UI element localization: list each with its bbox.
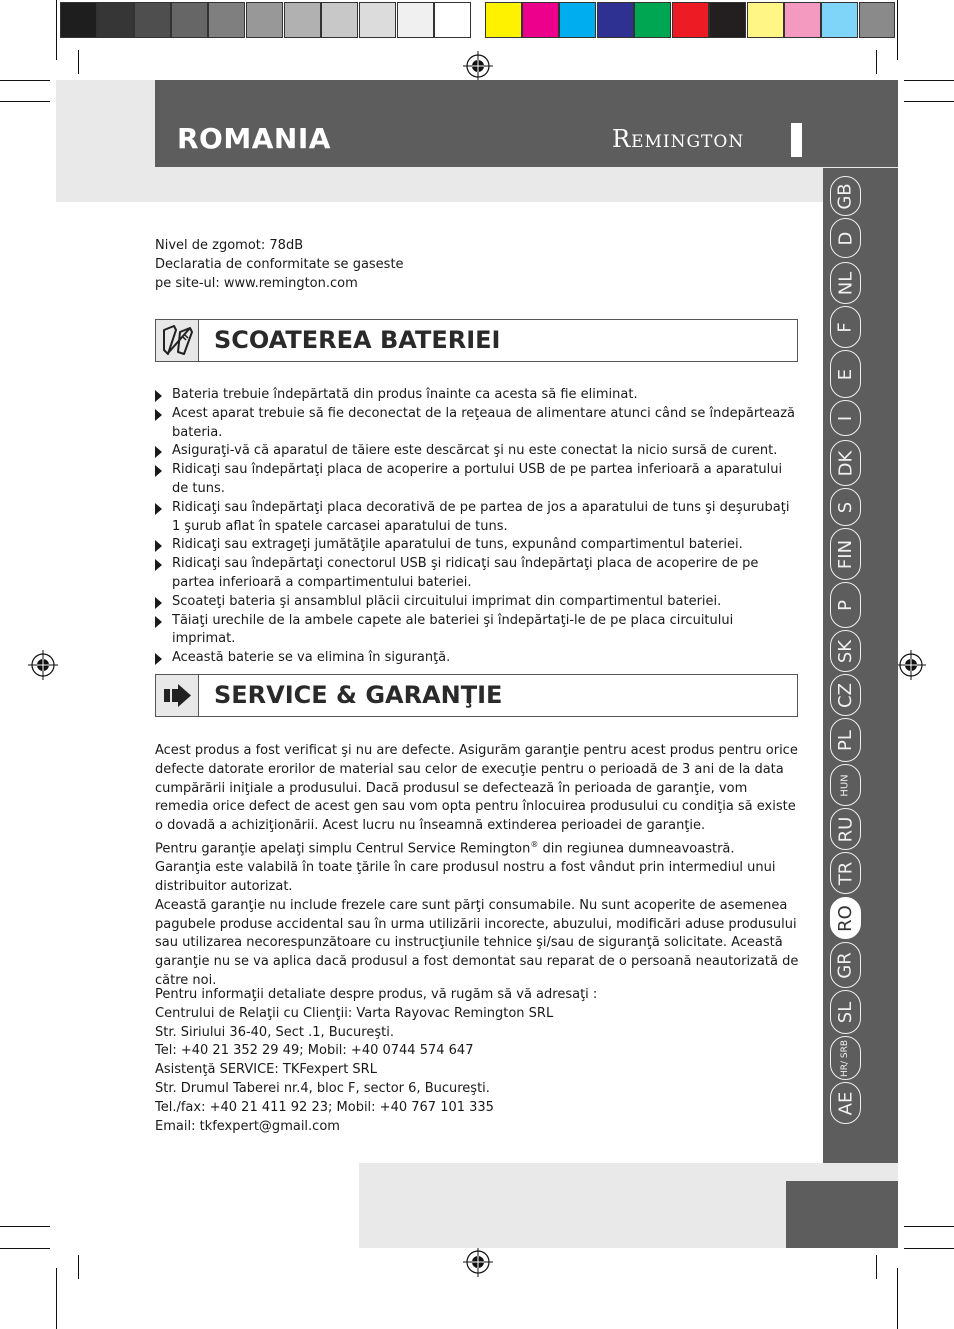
color-swatch bbox=[284, 2, 321, 38]
tab-label: GR bbox=[835, 951, 856, 979]
battery-removal-icon bbox=[156, 320, 199, 361]
brand-name: Remington bbox=[612, 125, 745, 153]
tab-lang-pl[interactable] bbox=[830, 718, 861, 762]
color-swatch bbox=[784, 2, 821, 38]
warranty-contact-text: Pentru garanţie apelaţi simplu Centrul Service Remington bbox=[155, 841, 531, 857]
tab-label: D bbox=[835, 231, 856, 245]
tab-label: TR bbox=[834, 861, 856, 885]
color-swatch bbox=[321, 2, 358, 38]
list-item-text: Ridicaţi sau îndepărtaţi placa decorativă de pe partea de jos a aparatului de tuns şi deşurubaţi 1 şurub aflat în spatele carcasei aparatului de tuns. bbox=[172, 499, 790, 534]
section-header-service bbox=[155, 674, 798, 717]
brand-logo bbox=[612, 125, 744, 153]
contact-line: Centrului de Relaţii cu Clienţii: Varta Rayovac Remington SRL bbox=[155, 1005, 554, 1021]
tab-label: P bbox=[834, 599, 856, 611]
tab-label: HUN bbox=[839, 773, 851, 797]
list-item bbox=[155, 649, 795, 668]
tab-lang-tr[interactable] bbox=[830, 852, 861, 894]
list-item bbox=[155, 461, 795, 499]
tab-label: SK bbox=[834, 639, 856, 663]
list-item-text: Tăiaţi urechile de la ambele capete ale bateriei şi îndepărtaţi-le de pe placa circuitului imprimat. bbox=[172, 612, 734, 647]
bullet-arrow-icon bbox=[155, 653, 162, 665]
tab-label: S bbox=[835, 501, 856, 513]
intro-block bbox=[155, 237, 755, 293]
list-item-text: Ridicaţi sau extrageţi jumătăţile aparatului de tuns, expunând compartimentul bateriei. bbox=[172, 537, 743, 553]
tab-lang-gb[interactable] bbox=[830, 176, 861, 216]
registered-mark: ® bbox=[530, 839, 539, 849]
tab-label: FIN bbox=[835, 539, 857, 569]
list-item-text: Bateria trebuie îndepărtată din produs înainte ca acesta să fie eliminat. bbox=[172, 387, 638, 402]
tab-lang-s[interactable] bbox=[830, 488, 861, 526]
tab-lang-hun[interactable] bbox=[830, 764, 861, 806]
color-swatch bbox=[246, 2, 283, 38]
list-item-text: Ridicaţi sau îndepărtaţi conectorul USB şi ridicaţi sau îndepărtaţi placa de acoperire de pe partea inferioară a compartimentului bateriei. bbox=[172, 556, 759, 590]
bullet-arrow-icon bbox=[155, 616, 162, 628]
color-swatch bbox=[522, 2, 559, 38]
contact-line: Pentru informaţii detaliate despre produs, vă rugăm să vă adresaţi : bbox=[155, 987, 598, 1002]
list-item bbox=[155, 386, 795, 405]
tab-lang-p[interactable] bbox=[830, 582, 861, 628]
list-item-text: Ridicaţi sau îndepărtaţi placa de acoperire a portului USB de pe partea inferioară a aparatului de tuns. bbox=[172, 462, 783, 496]
tab-lang-nl[interactable] bbox=[830, 262, 861, 304]
bullet-arrow-icon bbox=[155, 465, 162, 477]
arrow-right-icon bbox=[156, 675, 199, 716]
tab-label: RU bbox=[835, 816, 856, 842]
color-swatch bbox=[60, 2, 97, 38]
warranty-text bbox=[155, 742, 801, 991]
bullet-arrow-icon bbox=[155, 409, 162, 421]
tab-label: F bbox=[834, 321, 856, 333]
warranty-paragraph: Acest produs a fost verificat şi nu are defecte. Asigurăm garanţie pentru acest produs pentru orice defecte datorate erorilor de material sau celor de execuţie pentru o perioadă de 3 ani de la data cumpărării iniţiale a produsului. Dacă produsul se defectează în perioada de garanţie, vom remedia orice defect de acest gen sau vom opta pentru înlocuirea produsului cu condiţia să existe o dovadă a achiziţionării. Acest lucru nu înseamnă extinderea perioadei de garanţie. bbox=[155, 743, 798, 834]
tab-lang-ro[interactable] bbox=[830, 897, 861, 939]
color-swatch bbox=[208, 2, 245, 38]
list-item-text: Asiguraţi-vă că aparatul de tăiere este descărcat şi nu este conectat la nicio sursă de curent. bbox=[172, 443, 778, 459]
contact-line: Str. Siriului 36-40, Sect .1, Bucureşti. bbox=[155, 1024, 394, 1040]
page-title: ROMANIA bbox=[177, 122, 331, 155]
list-item bbox=[155, 499, 795, 537]
tab-lang-sk[interactable] bbox=[830, 630, 861, 672]
color-swatch bbox=[559, 2, 596, 38]
registration-mark-icon bbox=[463, 1247, 493, 1277]
tab-lang-ru[interactable] bbox=[830, 808, 861, 850]
bullet-arrow-icon bbox=[155, 597, 162, 609]
noise-level: Nivel de zgomot: 78dB bbox=[155, 238, 304, 253]
declaration-line: Declaratia de conformitate se gaseste bbox=[155, 256, 404, 272]
color-swatch bbox=[171, 2, 208, 38]
color-swatch bbox=[485, 2, 522, 38]
bullet-arrow-icon bbox=[155, 446, 162, 458]
registration-mark-icon bbox=[896, 650, 926, 680]
section-title-service: SERVICE & GARANŢIE bbox=[214, 681, 503, 709]
contact-line: Asistenţă SERVICE: TKFexpert SRL bbox=[155, 1062, 377, 1078]
tab-label: HR/ SRB bbox=[840, 1039, 850, 1077]
list-item bbox=[155, 405, 795, 443]
color-swatch bbox=[821, 2, 858, 38]
color-swatch bbox=[134, 2, 171, 38]
color-swatch bbox=[709, 2, 746, 38]
tab-lang-fin[interactable] bbox=[830, 528, 861, 580]
bullet-arrow-icon bbox=[155, 540, 162, 552]
tab-label: E bbox=[835, 368, 856, 380]
color-swatch bbox=[359, 2, 396, 38]
list-item-text: Scoateţi bateria şi ansamblul plăcii circuitului imprimat din compartimentul bateriei. bbox=[172, 593, 722, 609]
tab-lang-f[interactable] bbox=[830, 306, 861, 348]
color-swatch bbox=[397, 2, 434, 38]
tab-label: DK bbox=[834, 450, 856, 476]
list-item bbox=[155, 612, 795, 650]
list-item bbox=[155, 536, 795, 555]
tab-lang-gr[interactable] bbox=[830, 942, 861, 988]
warranty-exclusions-paragraph: Această garanţie nu include frezele care sunt părţi consumabile. Nu sunt acoperite de asemenea pagubele produse accidental sau în urma utilizării incorecte, abuzului, modificări aduse produsului sau utilizarea necorespunzătoare cu instrucţiunile tehnice şi/sau de siguranţă solicitate. Această garanţie nu se va aplica dacă produsul a fost demontat sau reparat de o persoană neautorizată de către noi. bbox=[155, 897, 799, 988]
bullet-arrow-icon bbox=[155, 559, 162, 571]
tab-label: GB bbox=[834, 182, 856, 210]
contact-block bbox=[155, 986, 801, 1136]
footer-page-block bbox=[786, 1181, 898, 1248]
list-item bbox=[155, 555, 795, 593]
section-header-battery bbox=[155, 319, 798, 362]
contact-email: Email: tkfexpert@gmail.com bbox=[155, 1118, 340, 1134]
contact-line: Tel./fax: +40 21 411 92 23; Mobil: +40 767 101 335 bbox=[155, 1099, 494, 1115]
list-item-text: Această baterie se va elimina în siguranţă. bbox=[172, 650, 451, 666]
warranty-validity-paragraph: Garanţia este valabilă în toate ţările în care produsul nostru a fost vândut prin intermediul unui distribuitor autorizat. bbox=[155, 860, 776, 894]
tab-label: I bbox=[835, 415, 856, 421]
tab-lang-dk[interactable] bbox=[830, 440, 861, 486]
tab-label: AE bbox=[835, 1091, 856, 1115]
tab-label: RO bbox=[835, 904, 856, 932]
bullet-arrow-icon bbox=[155, 390, 162, 402]
tab-lang-cz[interactable] bbox=[830, 674, 861, 716]
section-title-battery: SCOATEREA BATERIEI bbox=[214, 326, 501, 354]
tab-label: PL bbox=[834, 729, 856, 751]
tab-lang-ae[interactable] bbox=[830, 1082, 861, 1124]
warranty-contact-paragraph bbox=[155, 836, 801, 859]
tab-label: CZ bbox=[835, 682, 856, 708]
warranty-contact-text-end: din regiunea dumneavoastră. bbox=[538, 841, 735, 857]
list-item bbox=[155, 442, 795, 461]
color-swatch bbox=[672, 2, 709, 38]
tab-lang-e[interactable] bbox=[830, 350, 861, 398]
registration-mark-icon bbox=[463, 51, 493, 81]
color-swatch bbox=[97, 2, 134, 38]
color-swatch bbox=[597, 2, 634, 38]
color-swatch bbox=[859, 2, 895, 38]
tab-lang-i[interactable] bbox=[830, 400, 861, 436]
website-line: pe site-ul: www.remington.com bbox=[155, 275, 358, 291]
color-swatch bbox=[434, 2, 471, 38]
color-swatch bbox=[747, 2, 784, 38]
tab-lang-d[interactable] bbox=[830, 218, 861, 258]
tab-label: SL bbox=[835, 1001, 856, 1023]
contact-line: Tel: +40 21 352 29 49; Mobil: +40 0744 574 647 bbox=[155, 1043, 474, 1059]
brand-logo-bar bbox=[791, 123, 802, 157]
registration-mark-icon bbox=[28, 650, 58, 680]
tab-label: NL bbox=[835, 271, 856, 295]
tab-lang-sl[interactable] bbox=[830, 990, 861, 1034]
list-item bbox=[155, 593, 795, 612]
battery-steps-list bbox=[155, 386, 795, 668]
color-swatch bbox=[634, 2, 671, 38]
bullet-arrow-icon bbox=[155, 503, 162, 515]
tab-lang-hrsrb[interactable] bbox=[830, 1036, 861, 1080]
list-item-text: Acest aparat trebuie să fie deconectat de la reţeaua de alimentare atunci când se îndepărtează bateria. bbox=[172, 405, 796, 440]
contact-line: Str. Drumul Taberei nr.4, bloc F, sector 6, Bucureşti. bbox=[155, 1080, 490, 1096]
